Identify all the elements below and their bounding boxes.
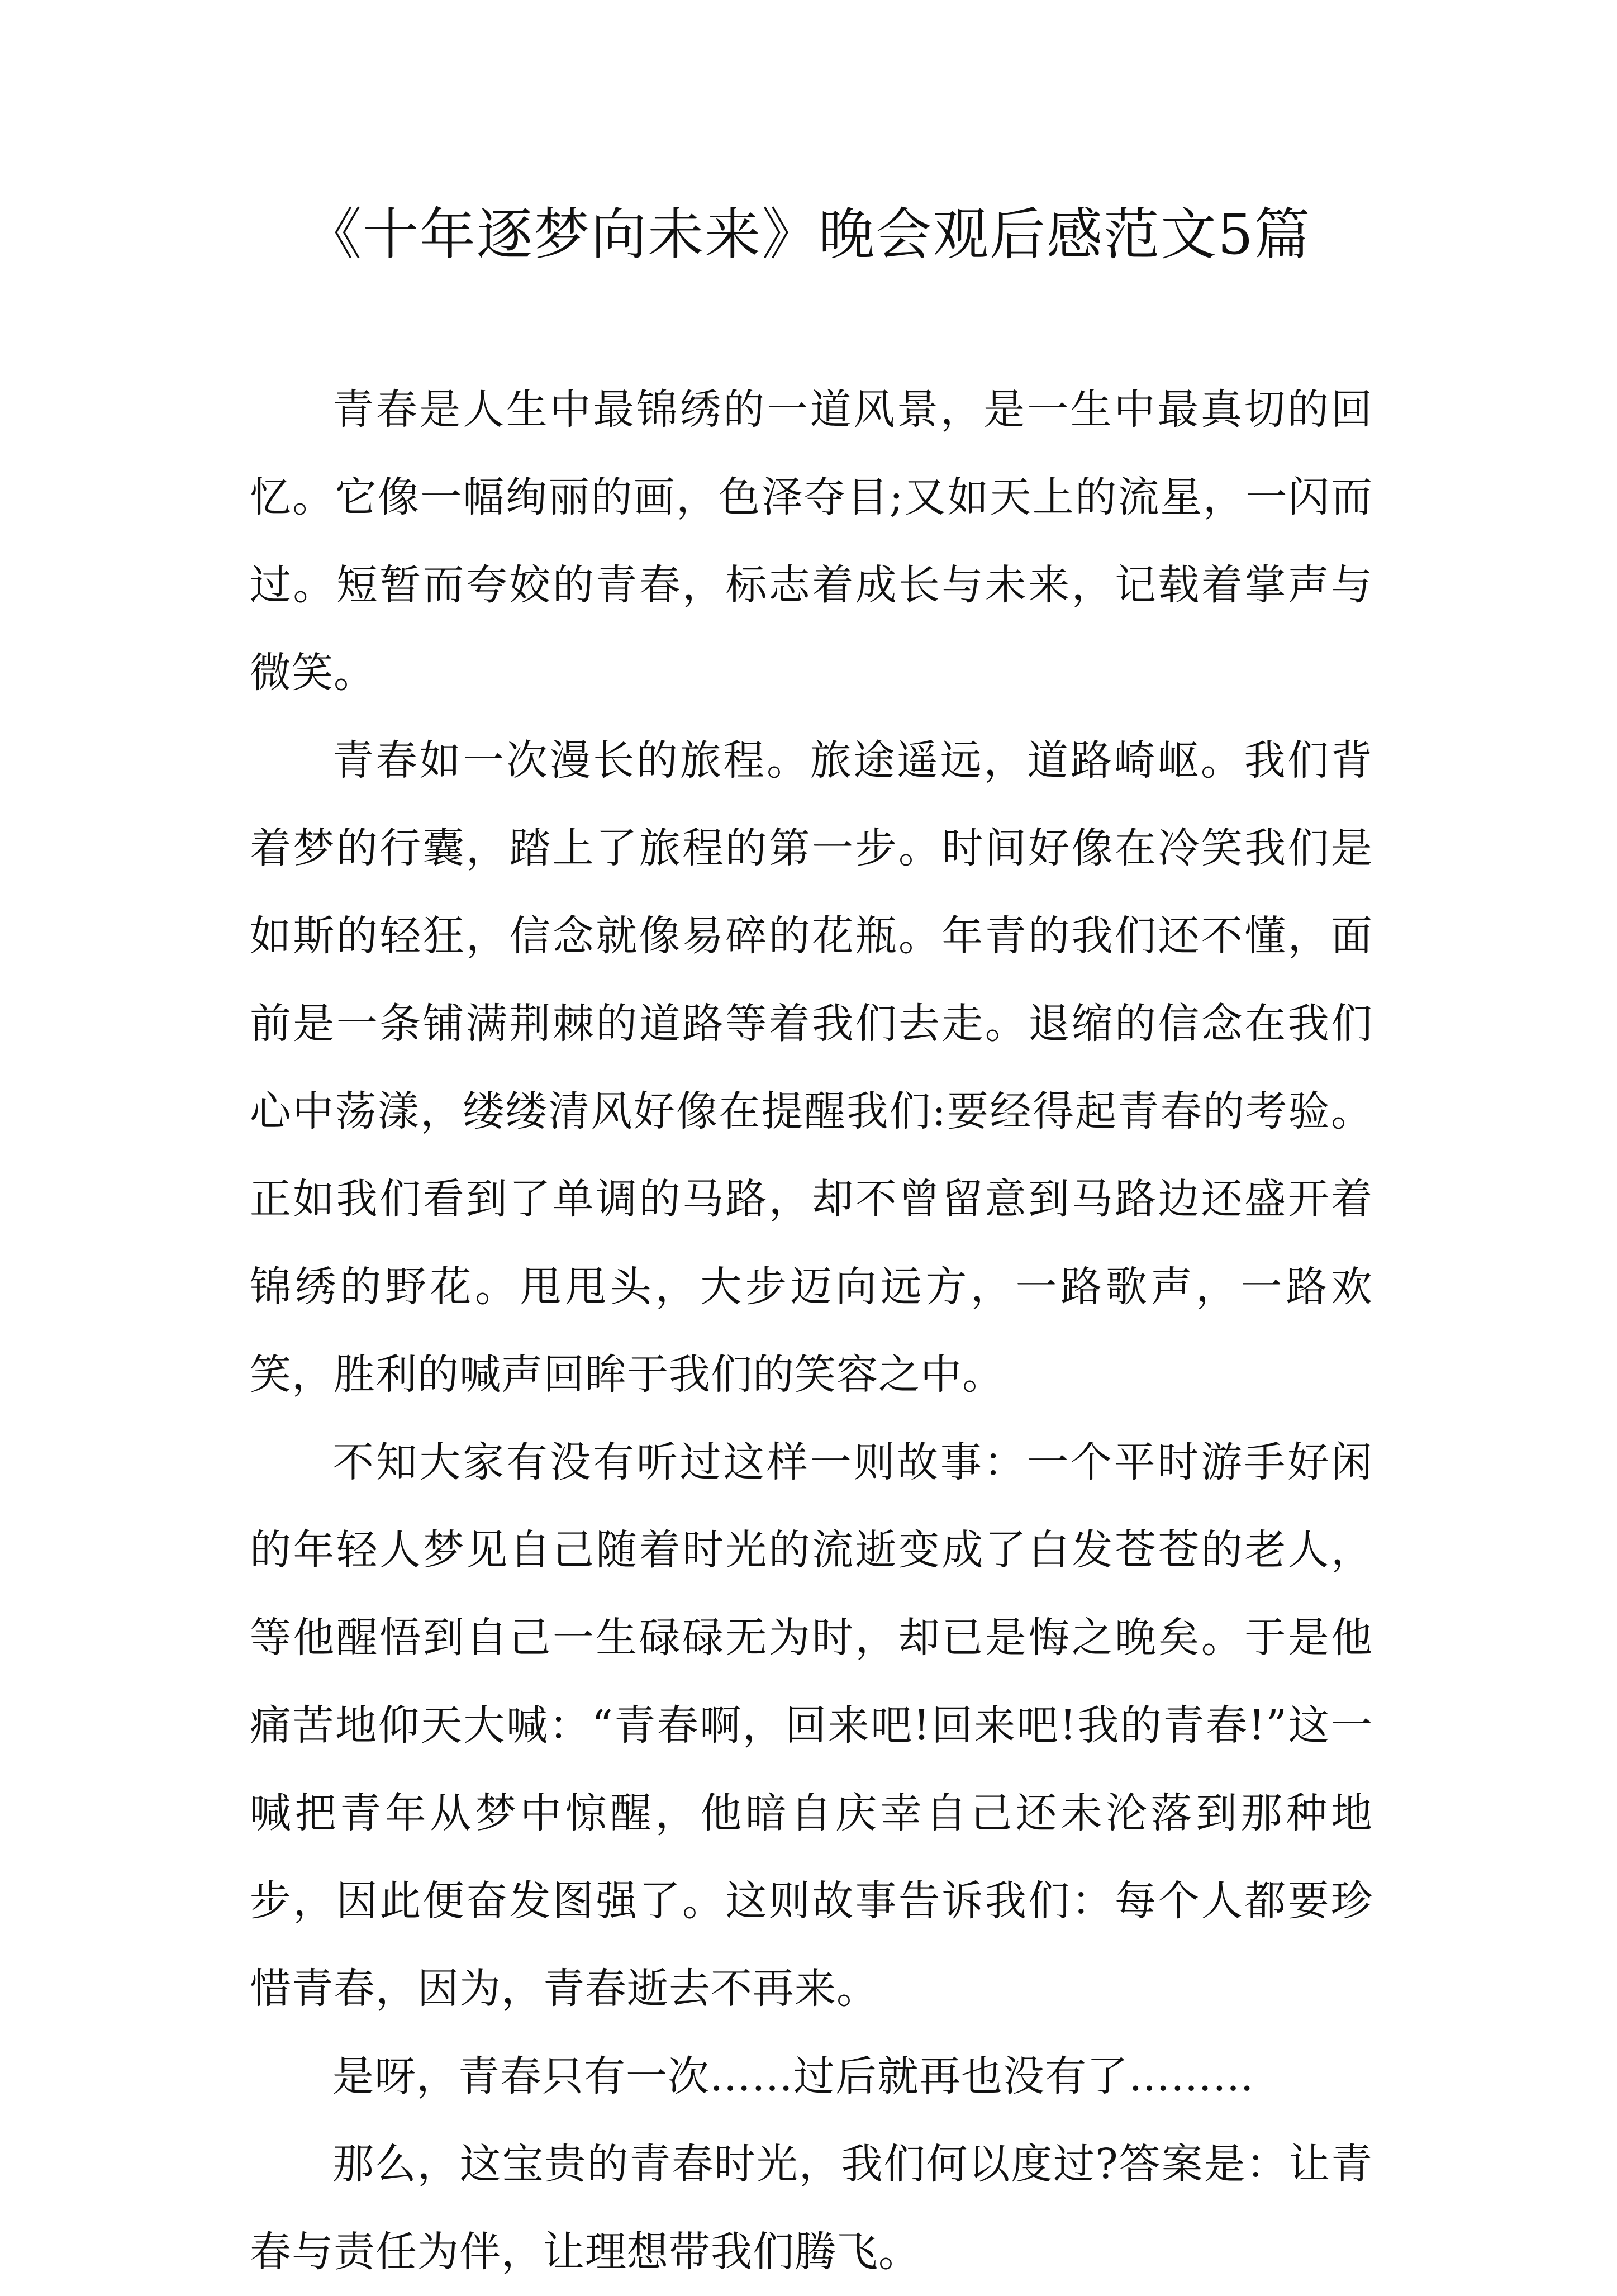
document-title: 《十年逐梦向未来》晚会观后感范文5篇	[306, 202, 1311, 267]
paragraph-5: 那么，这宝贵的青春时光，我们何以度过?答案是：让青春与责任为伴，让理想带我们腾飞。	[250, 2140, 1373, 2276]
paragraph-1: 青春是人生中最锦绣的一道风景，是一生中最真切的回忆。它像一幅绚丽的画，色泽夺目;又如天上的流星，一闪而过。短暂而夸姣的青春，标志着成长与未来，记载着掌声与微笑。	[250, 386, 1373, 697]
paragraph-2: 青春如一次漫长的旅程。旅途遥远，道路崎岖。我们背着梦的行囊，踏上了旅程的第一步。时间好像在冷笑我们是如斯的轻狂，信念就像易碎的花瓶。年青的我们还不懂，面前是一条铺满荆棘的道路等着我们去走。退缩的信念在我们心中荡漾，缕缕清风好像在提醒我们:要经得起青春的考验。正如我们看到了单调的马路，却不曾留意到马路边还盛开着锦绣的野花。甩甩头，大步迈向远方，一路歌声，一路欢笑，胜利的喊声回眸于我们的笑容之中。	[250, 736, 1373, 1399]
paragraph-3: 不知大家有没有听过这样一则故事：一个平时游手好闲的年轻人梦见自己随着时光的流逝变成了白发苍苍的老人，等他醒悟到自己一生碌碌无为时，却已是悔之晚矣。于是他痛苦地仰天大喊：“青春啊，回来吧!回来吧!我的青春!”这一喊把青年从梦中惊醒，他暗自庆幸自己还未沦落到那种地步，因此便奋发图强了。这则故事告诉我们：每个人都要珍惜青春，因为，青春逝去不再来。	[250, 1438, 1373, 2013]
document-body	[250, 366, 1373, 2296]
paragraph-4: 是呀，青春只有一次……过后就再也没有了………	[332, 2052, 1254, 2100]
